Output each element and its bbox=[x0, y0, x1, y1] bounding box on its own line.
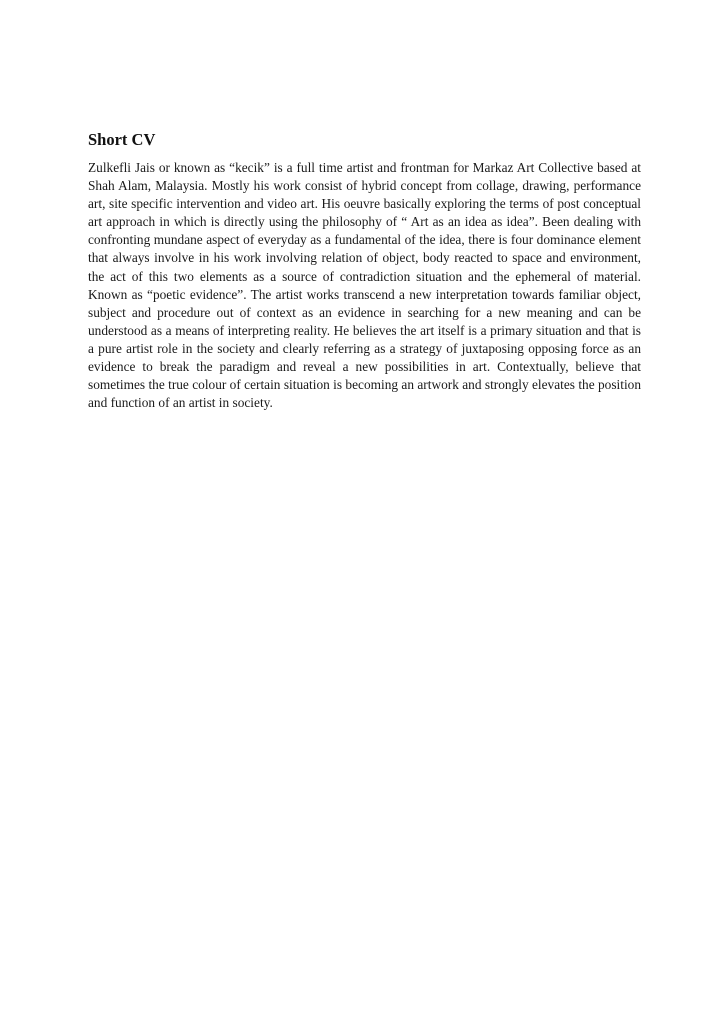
bio-paragraph: Zulkefli Jais or known as “kecik” is a full time artist and frontman for Markaz Art Collective based at Shah Alam, Malaysia. Mostly his work consist of hybrid concept from collage, drawing, performance art, site specific intervention and video art. His oeuvre basically exploring the terms of post conceptual art approach in which is directly using the philosophy of “ Art as an idea as idea”. Been dealing with confronting mundane aspect of everyday as a fundamental of the idea, there is four dominance element that always involve in his work involving relation of object, body reacted to space and environment, the act of this two elements as a source of contradiction situation and the ephemeral of material. Known as “poetic evidence”. The artist works transcend a new interpretation towards familiar object, subject and procedure out of context as an evidence in searching for a new meaning and can be understood as a means of interpreting reality. He believes the art itself is a primary situation and that is a pure artist role in the society and clearly referring as a strategy of juxtaposing opposing force as an evidence to break the paradigm and reveal a new possibilities in art. Contextually, believe that sometimes the true colour of certain situation is becoming an artwork and strongly elevates the position and function of an artist in society. bbox=[88, 160, 641, 411]
document-content bbox=[88, 130, 641, 412]
document-heading: Short CV bbox=[88, 130, 156, 149]
